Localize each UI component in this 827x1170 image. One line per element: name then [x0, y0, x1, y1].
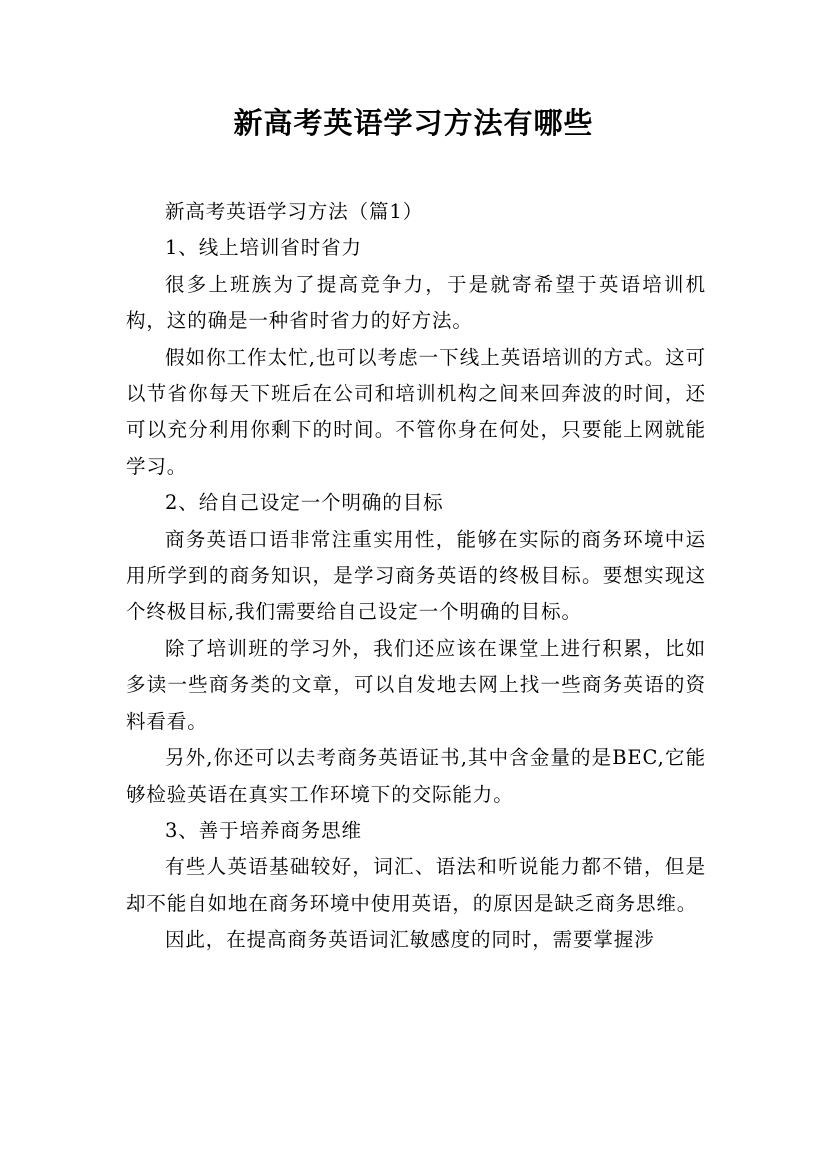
paragraph: 因此，在提高商务英语词汇敏感度的同时，需要掌握涉 — [165, 928, 655, 952]
section-heading-1: 新高考英语学习方法（篇1） — [165, 200, 424, 223]
subheading-2: 2、给自己设定一个明确的目标 — [165, 491, 444, 515]
subheading-3: 3、善于培养商务思维 — [165, 818, 362, 842]
subheading-1: 1、线上培训省时省力 — [165, 236, 362, 260]
paragraph: 另外,你还可以去考商务英语证书,其中含金量的是BEC,它能够检验英语在真实工作环境下的交际能力。 — [126, 746, 706, 806]
paragraph: 除了培训班的学习外，我们还应该在课堂上进行积累，比如多读一些商务类的文章，可以自发地去网上找一些商务英语的资料看看。 — [126, 636, 706, 733]
paragraph: 假如你工作太忙,也可以考虑一下线上英语培训的方式。这可以节省你每天下班后在公司和培训机构之间来回奔波的时间，还可以充分利用你剩下的时间。不管你身在何处，只要能上网就能学习。 — [126, 345, 706, 478]
paragraph: 很多上班族为了提高竞争力，于是就寄希望于英语培训机构，这的确是一种省时省力的好方法。 — [126, 272, 706, 333]
document-body — [126, 194, 706, 959]
paragraph: 商务英语口语非常注重实用性，能够在实际的商务环境中运用所学到的商务知识，是学习商务英语的终极目标。要想实现这个终极目标,我们需要给自己设定一个明确的目标。 — [126, 527, 706, 624]
paragraph: 有些人英语基础较好，词汇、语法和听说能力都不错，但是却不能自如地在商务环境中使用英语，的原因是缺乏商务思维。 — [126, 855, 706, 915]
document-title: 新高考英语学习方法有哪些 — [233, 106, 594, 140]
